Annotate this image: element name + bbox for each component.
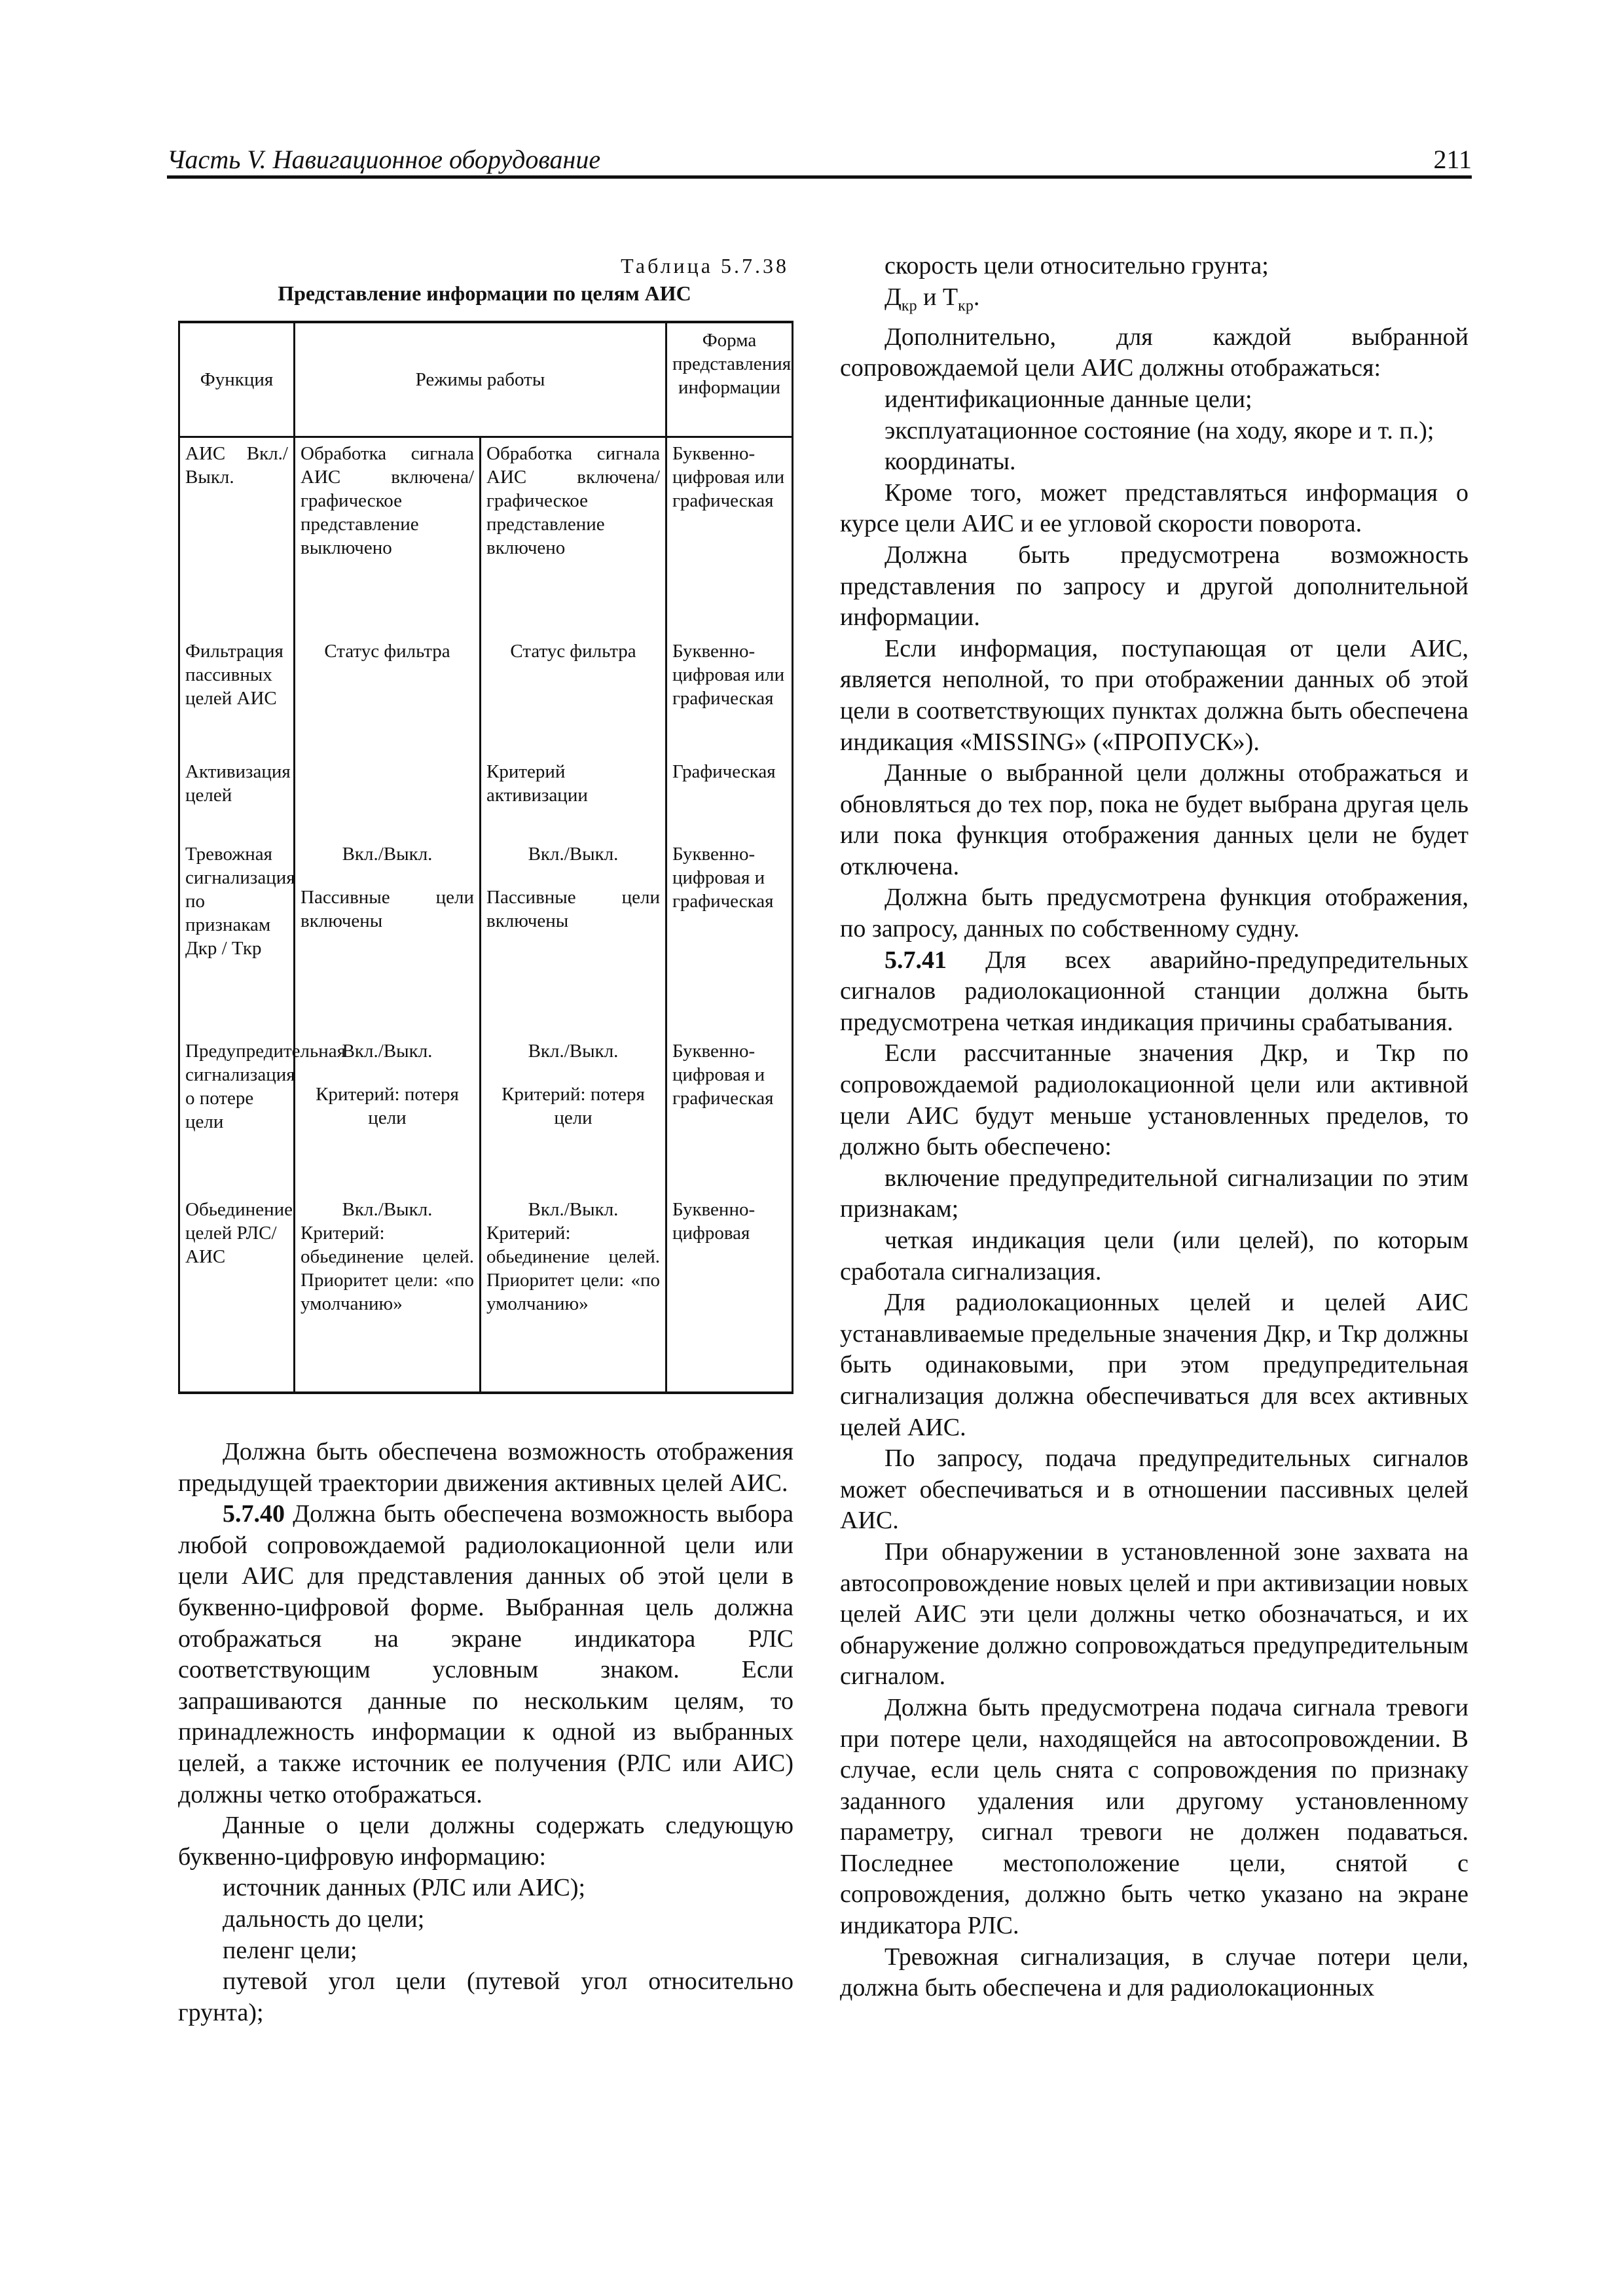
mode2-criterion: Критерий: обьединение целей. Приоритет цели: «по умолчанию» <box>486 1223 661 1315</box>
cell-function: Фильтрация пассивных целей АИС <box>179 636 295 756</box>
paragraph: Должна быть предусмотрена подача сигнала тревоги при потере цели, находящейся на автосопровождении. В случае, если цель снята с сопровождения по признаку заданного удаления или другому установленному параметру, сигнал тревоги не должен подаваться. Последнее местоположение цели, снятой с сопровождения, должно быть четко указано на экране индикатора РЛС. <box>840 1693 1468 1940</box>
cell-mode2 <box>481 1194 666 1393</box>
cell-mode2 <box>481 838 666 1035</box>
mode2-criterion: Пассивные цели включены <box>486 886 661 931</box>
list-item: пеленг цели; <box>223 1936 357 1964</box>
info-table <box>178 321 793 1394</box>
cell-mode1 <box>295 1194 481 1393</box>
header-function: Функция <box>179 322 295 437</box>
cell-function: Предупредительная сигнализация о потере цели <box>179 1035 295 1194</box>
mode2-switch: Вкл./Выкл. <box>528 843 619 865</box>
paragraph: Для радиолокационных целей и целей АИС устанавливаемые предельные значения Дкр, и Ткр должны быть одинаковыми, при этом предупредительная сигнализация должна обеспечиваться для всех активных целей АИС. <box>840 1289 1468 1441</box>
list-item: координаты. <box>884 448 1016 476</box>
paragraph: Тревожная сигнализация, в случае потери цели, должна быть обеспечена и для радиолокационных <box>840 1943 1468 2002</box>
cell-mode1: Обработка сигнала АИС включена/ графическое представление выключено <box>295 437 481 636</box>
cell-function: Обьединение целей РЛС/АИС <box>179 1194 295 1393</box>
section-5-7-41 <box>840 945 1468 1039</box>
list-item: источник данных (РЛС или АИС); <box>223 1874 586 1902</box>
cell-form: Буквенно-цифровая или графическая <box>666 636 793 756</box>
cell-form: Буквенно-цифровая и графическая <box>666 838 793 1035</box>
mode2-switch: Вкл./Выкл. <box>528 1040 619 1062</box>
list-item: скорость цели относительно грунта; <box>884 252 1269 279</box>
section-number: 5.7.40 <box>223 1500 285 1528</box>
list-item: идентификационные данные цели; <box>884 385 1252 413</box>
header-modes: Режимы работы <box>295 322 666 437</box>
mode1-criterion: Критерий: обьединение целей. Приоритет цели: «по умолчанию» <box>301 1223 474 1315</box>
cell-function: АИС Вкл./ Выкл. <box>179 437 295 636</box>
section-number: 5.7.41 <box>884 946 947 974</box>
mode2-switch: Вкл./Выкл. <box>528 1199 619 1221</box>
mode1-criterion: Пассивные цели включены <box>301 886 474 931</box>
mode1-criterion: Критерий: потеря цели <box>316 1083 459 1128</box>
mode1-switch: Вкл./Выкл. <box>342 843 433 865</box>
paragraph: При обнаружении в установленной зоне захвата на автосопровождение новых целей и при активизации новых целей АИС эти цели должны четко обозначаться, и их обнаружение должно сопровождаться предупредительным сигналом. <box>840 1537 1468 1691</box>
left-column-text <box>178 1437 793 2028</box>
header-rule <box>167 175 1472 179</box>
list-item: включение предупредительной сигнализации по этим признакам; <box>840 1164 1468 1223</box>
cell-form: Графическая <box>666 756 793 838</box>
mode2-criterion: Критерий: потеря цели <box>501 1083 645 1128</box>
paragraph: Кроме того, может представляться информация о курсе цели АИС и ее угловой скорости поворота. <box>840 478 1468 538</box>
paragraph: По запросу, подача предупредительных сигналов может обеспечиваться и в отношении пассивных целей АИС. <box>840 1444 1468 1535</box>
list-item-dkr-tkr: $Д_{кр}$ и $Т_{кр}$. <box>884 283 980 315</box>
paragraph: Дополнительно, для каждой выбранной сопровождаемой цели АИС должны отображаться: <box>840 323 1468 382</box>
cell-mode1 <box>295 756 481 838</box>
list-item: четкая индикация цели (или целей), по которым сработала сигнализация. <box>840 1227 1468 1285</box>
paragraph: Если информация, поступающая от цели АИС, является неполной, то при отображении данных об этой цели в соответствующих пунктах должна быть обеспечена индикация «MISSING» («ПРОПУСК»). <box>840 634 1468 756</box>
cell-mode1 <box>295 838 481 1035</box>
table-row <box>179 1035 793 1194</box>
page-number: 211 <box>1433 145 1472 174</box>
cell-function: Активизация целей <box>179 756 295 838</box>
table-row <box>179 636 793 756</box>
list-item: дальность до цели; <box>223 1905 425 1933</box>
table-title: Представление информации по целям АИС <box>278 281 691 305</box>
table-row <box>179 1194 793 1393</box>
table-row <box>179 838 793 1035</box>
cell-mode2 <box>481 1035 666 1194</box>
paragraph: Должна быть предусмотрена функция отображения, по запросу, данных по собственному судну. <box>840 884 1468 943</box>
paragraph: Данные о цели должны содержать следующую буквенно-цифровую информацию: <box>178 1812 793 1871</box>
paragraph: Данные о выбранной цели должны отображаться и обновляться до тех пор, пока не будет выбрана другая цель или пока функция отображения данных цели не будет отключена. <box>840 759 1468 880</box>
cell-form: Буквенно-цифровая и графическая <box>666 1035 793 1194</box>
right-column-text <box>840 251 1468 2004</box>
section-5-7-40 <box>178 1499 793 1810</box>
paragraph: Должна быть предусмотрена возможность представления по запросу и другой дополнительной информации. <box>840 541 1468 632</box>
cell-mode2: Обработка сигнала АИС включена/ графическое представление включено <box>481 437 666 636</box>
list-item: эксплуатационное состояние (на ходу, якоре и т. п.); <box>884 416 1434 444</box>
cell-function: Тревожная сигнализация по признакам Дкр / Ткр <box>179 838 295 1035</box>
table-row <box>179 756 793 838</box>
paragraph: Должна быть обеспечена возможность отображения предыдущей траектории движения активных целей АИС. <box>178 1438 793 1497</box>
header-title: Часть V. Навигационное оборудование <box>167 145 601 174</box>
table-header-row <box>179 322 793 437</box>
mode1-switch: Вкл./Выкл. <box>342 1199 433 1221</box>
paragraph-text: Для всех аварийно-предупредительных сигналов радиолокационной станции должна быть предусмотрена четкая индикация причины срабатывания. <box>840 946 1468 1036</box>
cell-mode1: Статус фильтра <box>295 636 481 756</box>
cell-mode2: Статус фильтра <box>481 636 666 756</box>
table-caption: Таблица 5.7.38 <box>621 254 789 278</box>
mode1-switch: Вкл./Выкл. <box>342 1040 433 1062</box>
cell-form: Буквенно-цифровая <box>666 1194 793 1393</box>
paragraph-text: Должна быть обеспечена возможность выбора любой сопровождаемой радиолокационной цели или цели АИС для представления данных об этой цели в буквенно-цифровой форме. Выбранная цель должна отображаться на экране индикатора РЛС соответствующим условным знаком. Если запрашиваются данные по нескольким целям, то принадлежность информации к одной из выбранных целей, а также источник ее получения (РЛС или АИС) должны четко отображаться. <box>178 1500 793 1808</box>
paragraph: Если рассчитанные значения Дкр, и Ткр по сопровождаемой радиолокационной цели или активной цели АИС будут меньше установленных пределов, то должно быть обеспечено: <box>840 1039 1468 1161</box>
header-form: Форма представления информации <box>666 322 793 437</box>
cell-mode2: Критерий активизации <box>481 756 666 838</box>
cell-form: Буквенно-цифровая или графическая <box>666 437 793 636</box>
table-row <box>179 437 793 636</box>
list-item: путевой угол цели (путевой угол относительно грунта); <box>178 1967 793 2026</box>
